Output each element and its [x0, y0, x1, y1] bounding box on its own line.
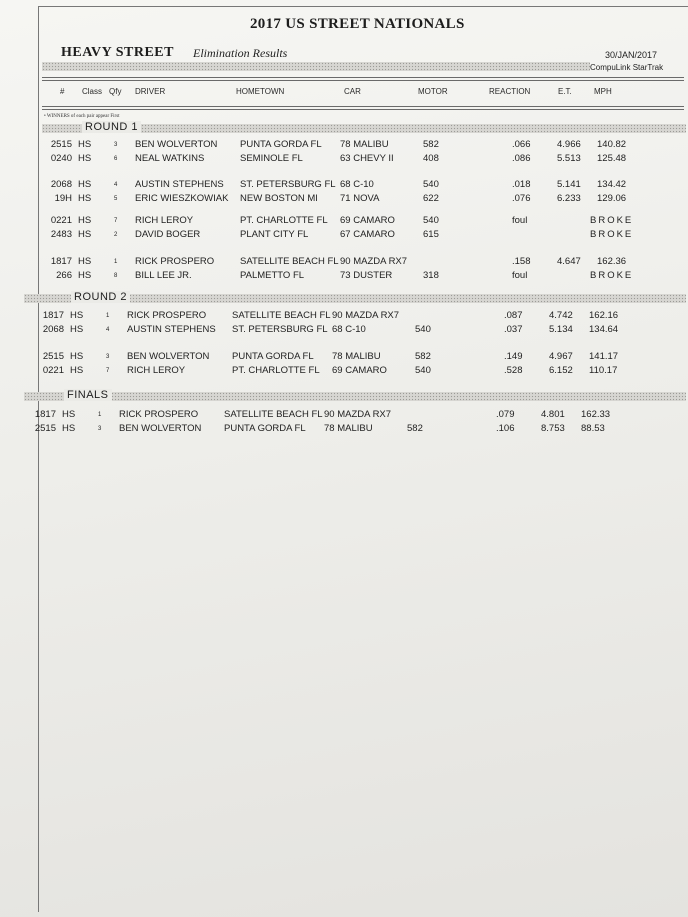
entry-hometown: PLANT CITY FL: [240, 228, 309, 240]
entry-motor: 582: [407, 422, 423, 434]
timing-provider: CompuLink StarTrak: [590, 63, 664, 72]
entry-class: HS: [70, 364, 84, 376]
entry-number: 2068: [50, 179, 72, 190]
entry-hometown: ST. PETERSBURG FL: [232, 323, 328, 335]
entry-qualifier: 3: [98, 425, 102, 432]
entry-driver: AUSTIN STEPHENS: [135, 179, 224, 190]
round-band: [24, 392, 686, 401]
winners-note: • WINNERS of each pair appear First: [44, 114, 120, 119]
entry-mph: 162.33: [581, 409, 611, 420]
col-header-car: CAR: [344, 87, 361, 96]
entry-et: 4.966: [557, 139, 581, 150]
entry-number: 2515: [34, 422, 56, 434]
entry-number: 2515: [50, 139, 72, 150]
entry-result-note: BROKE: [590, 215, 634, 226]
entry-et: 8.753: [541, 422, 565, 434]
entry-driver: ERIC WIESZKOWIAK: [135, 192, 229, 204]
entry-class: HS: [62, 409, 76, 420]
entry-et: 4.801: [541, 409, 565, 420]
entry-driver: RICK PROSPERO: [119, 409, 199, 420]
entry-hometown: PALMETTO FL: [240, 269, 305, 281]
entry-number: 19H: [54, 192, 72, 204]
entry-et: 4.967: [549, 351, 573, 362]
entry-reaction: .066: [512, 139, 531, 150]
entry-class: HS: [78, 228, 92, 240]
entry-reaction: .087: [504, 310, 523, 321]
col-header-mph: MPH: [594, 87, 612, 96]
entry-class: HS: [78, 139, 92, 150]
entry-qualifier: 7: [114, 218, 118, 224]
header-rule-bottom-2: [42, 109, 684, 110]
entry-hometown: PT. CHARLOTTE FL: [240, 215, 328, 226]
entry-mph: 140.82: [597, 139, 627, 150]
entry-car: 71 NOVA: [340, 192, 380, 204]
entry-qualifier: 1: [106, 313, 110, 319]
header-rule-top: [42, 77, 684, 78]
entry-hometown: PUNTA GORDA FL: [224, 422, 306, 434]
header-rule-bottom: [42, 106, 684, 107]
entry-hometown: SATELLITE BEACH FL: [232, 310, 331, 321]
entry-car: 67 CAMARO: [340, 228, 395, 240]
entry-car: 78 MALIBU: [332, 351, 381, 362]
entry-car: 68 C-10: [340, 179, 374, 190]
entry-hometown: SATELLITE BEACH FL: [224, 409, 323, 420]
entry-car: 68 C-10: [332, 323, 366, 335]
entry-car: 73 DUSTER: [340, 269, 393, 281]
col-header-class: Class: [82, 87, 103, 96]
entry-motor: 615: [423, 228, 439, 240]
entry-et: 5.141: [557, 179, 581, 190]
col-header-driver: DRIVER: [135, 87, 166, 96]
page-title: 2017 US STREET NATIONALS: [250, 16, 465, 32]
class-name: HEAVY STREET: [61, 45, 174, 60]
entry-qualifier: 3: [106, 354, 110, 360]
entry-class: HS: [62, 422, 76, 434]
header-rule-top-2: [42, 80, 684, 81]
entry-mph: 110.17: [589, 364, 618, 376]
entry-hometown: PUNTA GORDA FL: [240, 139, 322, 150]
entry-number: 1817: [42, 310, 64, 321]
col-header-hometown: HOMETOWN: [236, 87, 285, 96]
entry-hometown: SATELLITE BEACH FL: [240, 256, 339, 267]
report-date: 30/JAN/2017: [605, 50, 658, 60]
entry-class: HS: [70, 323, 84, 335]
entry-qualifier: 7: [106, 367, 110, 374]
entry-class: HS: [78, 215, 92, 226]
entry-motor: 540: [423, 179, 439, 190]
entry-et: 6.152: [549, 364, 573, 376]
entry-number: 2068: [42, 323, 64, 335]
col-header-motor: MOTOR: [418, 87, 448, 96]
entry-qualifier: 5: [114, 195, 118, 202]
entry-number: 1817: [50, 256, 72, 267]
entry-number: 2515: [42, 351, 64, 362]
entry-reaction: foul: [512, 215, 528, 226]
header-band: [42, 62, 590, 71]
entry-driver: NEAL WATKINS: [135, 152, 205, 164]
report-subtitle: Elimination Results: [193, 46, 288, 60]
entry-car: 69 CAMARO: [340, 215, 395, 226]
entry-qualifier: 2: [114, 231, 118, 238]
col-header-number: #: [60, 87, 65, 96]
entry-motor: 582: [415, 351, 431, 362]
entry-car: 90 MAZDA RX7: [332, 310, 400, 321]
entry-driver: BEN WOLVERTON: [119, 422, 202, 434]
entry-et: 4.647: [557, 256, 581, 267]
entry-hometown: PUNTA GORDA FL: [232, 351, 314, 362]
entry-driver: BEN WOLVERTON: [135, 139, 218, 150]
entry-number: 1817: [34, 409, 56, 420]
entry-car: 69 CAMARO: [332, 364, 387, 376]
col-header-reaction: REACTION: [489, 87, 531, 96]
entry-number: 2483: [50, 228, 72, 240]
entry-mph: 162.16: [589, 310, 619, 321]
entry-reaction: .106: [496, 422, 515, 434]
entry-motor: 540: [415, 323, 431, 335]
entry-reaction: .528: [504, 364, 523, 376]
entry-reaction: .149: [504, 351, 523, 362]
entry-car: 90 MAZDA RX7: [324, 409, 392, 420]
entry-motor: 582: [423, 139, 439, 150]
entry-driver: DAVID BOGER: [135, 228, 201, 240]
entry-qualifier: 1: [98, 412, 102, 418]
entry-class: HS: [78, 179, 92, 190]
entry-reaction: .086: [512, 152, 531, 164]
entry-motor: 622: [423, 192, 439, 204]
entry-class: HS: [78, 152, 92, 164]
entry-hometown: ST. PETERSBURG FL: [240, 179, 336, 190]
entry-car: 90 MAZDA RX7: [340, 256, 408, 267]
entry-qualifier: 4: [114, 182, 118, 188]
entry-mph: 125.48: [597, 152, 627, 164]
entry-driver: RICK PROSPERO: [127, 310, 207, 321]
round-label: ROUND 1: [82, 121, 141, 133]
entry-et: 5.513: [557, 152, 581, 164]
entry-reaction: .158: [512, 256, 531, 267]
entry-mph: 134.42: [597, 179, 627, 190]
entry-qualifier: 4: [106, 326, 110, 333]
entry-reaction: .018: [512, 179, 531, 190]
entry-driver: AUSTIN STEPHENS: [127, 323, 216, 335]
entry-mph: 88.53: [581, 422, 605, 434]
entry-car: 78 MALIBU: [340, 139, 389, 150]
entry-et: 6.233: [557, 192, 581, 204]
entry-reaction: .076: [512, 192, 531, 204]
entry-number: 0221: [42, 364, 64, 376]
entry-motor: 408: [423, 152, 439, 164]
entry-number: 0240: [50, 152, 72, 164]
entry-hometown: SEMINOLE FL: [240, 152, 303, 164]
round-label: FINALS: [64, 389, 112, 401]
col-header-et: E.T.: [558, 87, 572, 96]
entry-driver: BILL LEE JR.: [135, 269, 192, 281]
entry-hometown: PT. CHARLOTTE FL: [232, 364, 320, 376]
entry-mph: 162.36: [597, 256, 627, 267]
entry-result-note: BROKE: [590, 269, 634, 281]
entry-et: 5.134: [549, 323, 573, 335]
entry-reaction: foul: [512, 269, 528, 281]
entry-mph: 141.17: [589, 351, 619, 362]
entry-hometown: NEW BOSTON MI: [240, 192, 318, 204]
entry-car: 63 CHEVY II: [340, 152, 394, 164]
round-label: ROUND 2: [71, 291, 130, 303]
entry-driver: RICH LEROY: [135, 215, 194, 226]
entry-qualifier: 6: [114, 155, 118, 162]
entry-motor: 540: [423, 215, 439, 226]
entry-qualifier: 1: [114, 259, 118, 265]
entry-class: HS: [78, 192, 92, 204]
entry-reaction: .079: [496, 409, 515, 420]
entry-class: HS: [78, 256, 92, 267]
entry-class: HS: [78, 269, 92, 281]
entry-class: HS: [70, 351, 84, 362]
entry-qualifier: 3: [114, 142, 118, 148]
entry-number: 0221: [50, 215, 72, 226]
entry-mph: 134.64: [589, 323, 619, 335]
entry-driver: RICK PROSPERO: [135, 256, 215, 267]
entry-qualifier: 8: [114, 272, 118, 279]
entry-number: 266: [56, 269, 72, 281]
col-header-qfy: Qfy: [109, 87, 122, 96]
entry-et: 4.742: [549, 310, 573, 321]
entry-motor: 318: [423, 269, 439, 281]
entry-driver: RICH LEROY: [127, 364, 186, 376]
entry-class: HS: [70, 310, 84, 321]
entry-mph: 129.06: [597, 192, 627, 204]
entry-motor: 540: [415, 364, 431, 376]
entry-car: 78 MALIBU: [324, 422, 373, 434]
entry-reaction: .037: [504, 323, 523, 335]
entry-result-note: BROKE: [590, 228, 634, 240]
entry-driver: BEN WOLVERTON: [127, 351, 210, 362]
